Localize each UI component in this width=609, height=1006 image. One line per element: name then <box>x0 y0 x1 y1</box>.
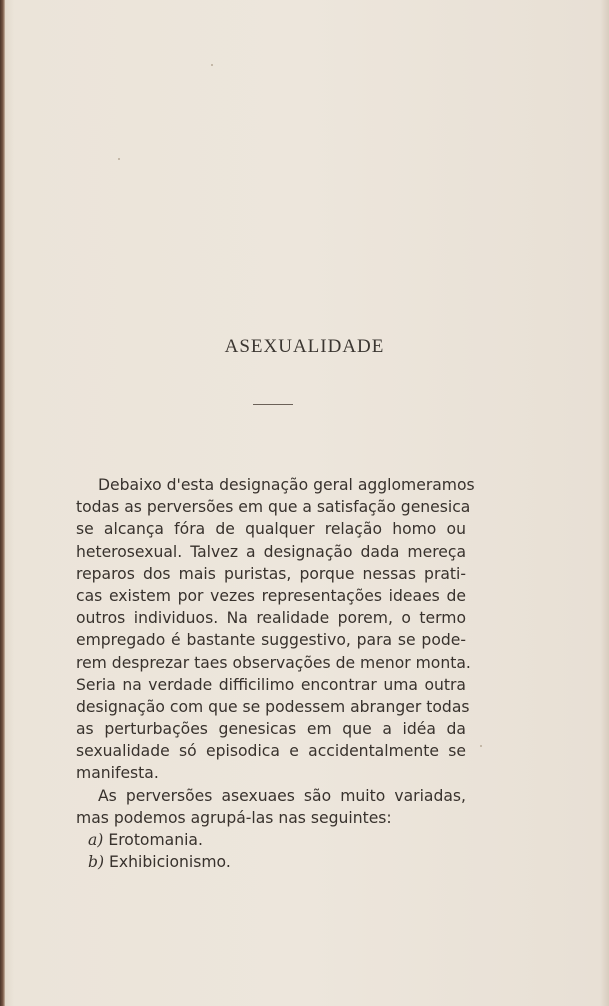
text-line: empregado é bastante suggestivo, para se pode- <box>76 631 466 650</box>
text-line: Seria na verdade difficilimo encontrar uma outra <box>76 675 466 694</box>
list-item-letter: a) <box>88 831 104 849</box>
text-line: todas as perversões em que a satisfação genesica <box>76 498 471 517</box>
text-line: Debaixo d'esta designação geral agglomeramos <box>98 476 475 494</box>
text-line: sexualidade só episodica e accidentalmente se <box>76 742 466 761</box>
book-binding-edge <box>0 0 5 1006</box>
text-line: As perversões asexuaes são muito variadas, <box>98 786 466 805</box>
list-item <box>76 851 466 873</box>
text-line: reparos dos mais puristas, porque nessas prati- <box>76 564 466 583</box>
paper-speck <box>480 745 482 747</box>
text-line: manifesta. <box>76 764 159 783</box>
text-line: cas existem por vezes representações ideaes de <box>76 586 466 605</box>
list-item-text: Exhibicionismo. <box>109 853 231 872</box>
list-item <box>76 829 466 851</box>
text-line: mas podemos agrupá-las nas seguintes: <box>76 808 392 827</box>
text-line: rem desprezar taes observações de menor monta. <box>76 653 471 672</box>
list-item-letter: b) <box>88 853 105 872</box>
paper-speck <box>118 158 120 160</box>
text-line: designação com que se podessem abranger todas <box>76 697 470 716</box>
paper-speck <box>211 64 213 66</box>
chapter-body <box>76 474 475 873</box>
list-item-text: Erotomania. <box>108 831 203 849</box>
chapter-title: ASEXUALIDADE <box>224 336 385 357</box>
text-line: se alcança fóra de qualquer relação homo ou <box>76 520 466 539</box>
text-line: as perturbações genesicas em que a idéa da <box>76 720 466 739</box>
text-line: outros individuos. Na realidade porem, o termo <box>76 609 466 628</box>
title-divider <box>253 404 293 405</box>
text-line: heterosexual. Talvez a designação dada mereça <box>76 542 466 561</box>
